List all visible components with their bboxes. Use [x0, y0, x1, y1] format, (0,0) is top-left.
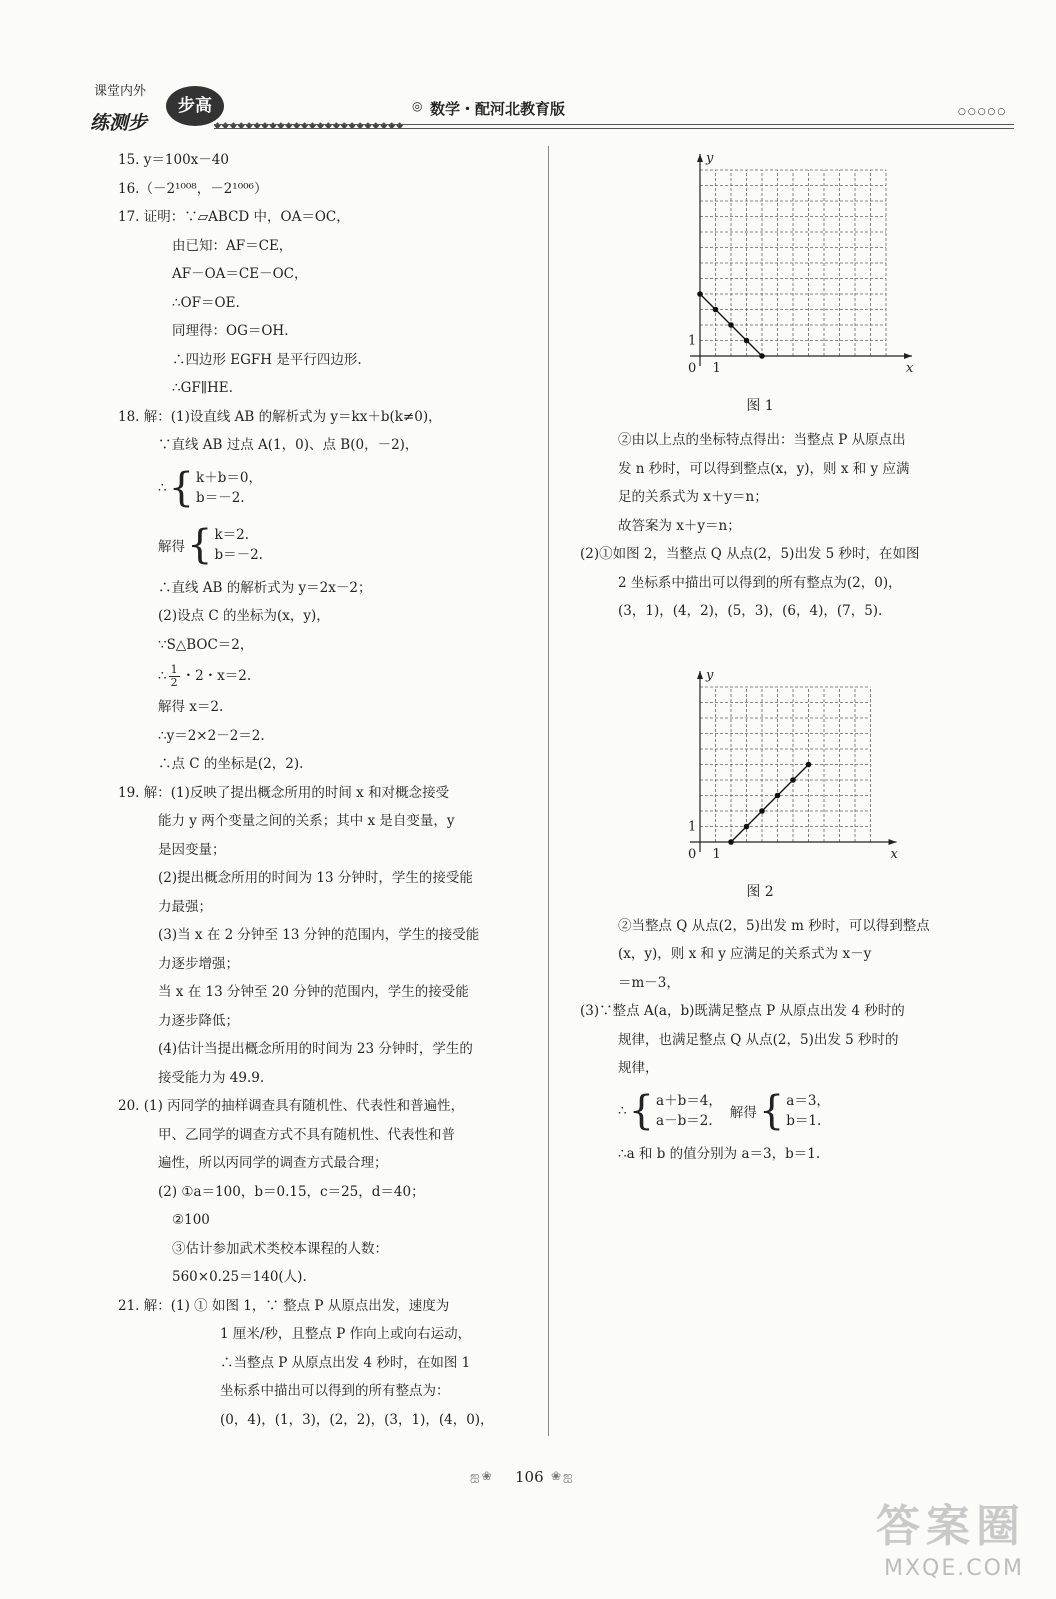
answer-20-line: ③估计参加武术类校本课程的人数：	[172, 1240, 388, 1257]
y-tick-label: 1	[688, 333, 697, 349]
answer-21-line: 规律，	[618, 1060, 659, 1076]
brand-subtitle: 课堂内外	[94, 84, 147, 99]
x-axis-label: x	[890, 846, 898, 862]
data-point	[759, 808, 765, 814]
answer-21-line: ②当整点 Q 从点(2，5)出发 m 秒时，可以得到整点	[618, 917, 930, 934]
footer-decoration: ❀ஐ	[551, 1469, 575, 1483]
figure-2-plot	[666, 632, 926, 872]
answer-18-line: ∴点 C 的坐标是(2，2).	[158, 756, 304, 772]
right-column	[580, 146, 980, 1168]
answer-18-fraction-line	[118, 659, 538, 693]
answer-20-line: 20. (1) 丙同学的抽样调查具有随机性、代表性和普遍性，	[118, 1098, 465, 1114]
answer-21-line: (0，4)，(1，3)，(2，2)，(3，1)，(4，0)，	[220, 1411, 494, 1428]
y-axis-arrow-icon	[697, 154, 703, 162]
equation-system	[580, 1083, 980, 1140]
data-point	[744, 338, 750, 344]
equation: a＝3，	[786, 1093, 830, 1109]
answer-19-line: 能力 y 两个变量之间的关系；其中 x 是自变量，y	[158, 813, 455, 829]
answer-18-line: ∵直线 AB 过点 A(1，0)、点 B(0，－2)，	[158, 437, 419, 453]
page-title: 数学・配河北教育版	[430, 100, 566, 118]
watermark-url: MXQE.COM	[884, 1556, 1024, 1581]
answer-17-line: ∴OF＝OE.	[172, 294, 240, 311]
data-point	[775, 792, 781, 798]
therefore-symbol: ∴	[158, 480, 167, 496]
data-point	[697, 291, 703, 297]
solve-label: 解得	[158, 539, 185, 555]
page-number: 106	[515, 1468, 544, 1486]
figure-2	[666, 632, 926, 872]
answer-18-line: ∴直线 AB 的解析式为 y＝2x－2；	[158, 579, 372, 596]
page-header	[0, 0, 1056, 140]
x-axis-arrow-icon	[889, 839, 897, 845]
final-answer: ∴a 和 b 的值分别为 a＝3，b＝1.	[618, 1145, 821, 1162]
answer-21-line: (3，1)，(4，2)，(5，3)，(6，4)，(7，5).	[618, 603, 883, 619]
answer-19-line: (4)估计当提出概念所用的时间为 23 分钟时，学生的	[158, 1041, 473, 1057]
data-point	[790, 777, 796, 783]
figure-1	[666, 146, 926, 386]
data-point	[728, 839, 734, 845]
answer-20-line: 甲、乙同学的调查方式不具有随机性、代表性和普	[158, 1126, 455, 1143]
answer-21-line: 2 坐标系中描出可以得到的所有整点为(2，0)，	[618, 574, 902, 591]
brace-icon: {	[168, 465, 195, 511]
brace-icon: {	[628, 1088, 655, 1134]
answer-18-line: (2)设点 C 的坐标为(x，y)，	[158, 608, 330, 624]
answer-19-line: 力最强；	[158, 898, 212, 915]
answer-20-line: ②100	[172, 1212, 210, 1228]
answer-21-line: ②由以上点的坐标特点得出：当整点 P 从原点出	[618, 432, 906, 448]
origin-label: 0	[688, 846, 697, 862]
column-divider	[548, 146, 549, 1436]
answer-17-line: ∴四边形 EGFH 是平行四边形.	[172, 351, 362, 368]
answer-21-line: (2)①如图 2，当整点 Q 从点(2，5)出发 5 秒时，在如图	[580, 546, 920, 562]
answer-17-line: ∴GF∥HE.	[172, 380, 233, 396]
answer-17-line: 17. 证明：∵▱ABCD 中，OA＝OC，	[118, 209, 350, 225]
data-point	[806, 761, 812, 767]
answer-21-line: 21. 解：(1) ① 如图 1，∵ 整点 P 从原点出发，速度为	[118, 1297, 450, 1314]
answer-15: 15. y＝100x－40	[118, 152, 229, 168]
answer-17-line: AF－OA＝CE－OC，	[172, 266, 308, 282]
answer-19-line: 力逐步降低；	[158, 1012, 239, 1029]
data-point	[744, 823, 750, 829]
answer-21-line: 故答案为 x＋y＝n；	[618, 517, 741, 534]
watermark-logo: 答案圈	[876, 1501, 1026, 1552]
answer-19-line: 是因变量；	[158, 841, 226, 858]
figure-1-caption: 图 1	[746, 398, 774, 414]
answer-20-line: 遍性，所以丙同学的调查方式最合理；	[158, 1155, 388, 1171]
data-point	[713, 307, 719, 313]
answer-18-line: 解得 x＝2.	[158, 699, 224, 715]
y-tick-label: 1	[688, 819, 697, 834]
answer-19-line: 当 x 在 13 分钟至 20 分钟的范围内，学生的接受能	[158, 984, 469, 1000]
answer-18-line: 18. 解：(1)设直线 AB 的解析式为 y＝kx＋b(k≠0)，	[118, 408, 442, 425]
fraction-numerator: 1	[170, 663, 178, 676]
equation: k＋b＝0，	[196, 470, 262, 486]
equation: k＝2.	[214, 527, 250, 543]
x-tick-label: 1	[712, 846, 721, 862]
brace-icon: {	[758, 1088, 785, 1134]
answer-21-line: ∴当整点 P 从原点出发 4 秒时，在如图 1	[220, 1354, 471, 1371]
equation: a－b＝2.	[656, 1113, 713, 1129]
answer-21-line: 规律，也满足整点 Q 从点(2，5)出发 5 秒时的	[618, 1031, 899, 1048]
answer-21-line: 坐标系中描出可以得到的所有整点为：	[220, 1383, 450, 1399]
answer-18-line: ∵S△BOC＝2，	[158, 636, 254, 653]
answer-21-line: (x，y)，则 x 和 y 应满足的关系式为 x－y	[618, 946, 872, 962]
x-axis-label: x	[906, 361, 914, 376]
equation-system	[118, 460, 538, 517]
figure-2-caption: 图 2	[746, 883, 774, 900]
answer-19-line: (3)当 x 在 2 分钟至 13 分钟的范围内，学生的接受能	[158, 927, 480, 943]
answer-20-line: (2) ①a＝100，b＝0.15，c＝25，d＝40；	[158, 1183, 425, 1200]
origin-label: 0	[688, 361, 697, 376]
title-mark-icon: ◎	[412, 99, 423, 113]
data-point	[759, 353, 765, 359]
answer-21-line: 发 n 秒时，可以得到整点(x，y)，则 x 和 y 应满	[618, 460, 910, 477]
brand-name: 练测步	[90, 112, 148, 134]
equation-system	[118, 517, 538, 574]
fraction	[169, 664, 180, 689]
answer-21-line: 足的关系式为 x＋y＝n；	[618, 489, 768, 505]
answer-17-line: 同理得：OG＝OH.	[172, 323, 289, 339]
brand-logo: 步高	[166, 86, 224, 126]
therefore-symbol: ∴	[158, 668, 167, 684]
fraction-denominator: 2	[170, 676, 178, 689]
answer-19-line: 19. 解：(1)反映了提出概念所用的时间 x 和对概念接受	[118, 784, 450, 801]
answer-19-line: 力逐步增强；	[158, 955, 239, 972]
answer-16: 16.（－2¹⁰⁰⁸，－2¹⁰⁰⁶）	[118, 180, 268, 197]
equation: b＝－2.	[214, 547, 263, 563]
equation: a＋b＝4，	[656, 1093, 722, 1109]
figure-1-plot	[666, 146, 926, 386]
brace-icon: {	[187, 522, 213, 568]
therefore-symbol: ∴	[618, 1103, 627, 1119]
answer-21-line: 1 厘米/秒，且整点 P 作向上或向右运动，	[220, 1326, 472, 1342]
equation: b＝1.	[786, 1113, 822, 1129]
header-decoration: ◆◆◆◆◆◆◆◆◆◆◆◆◆◆◆◆◆◆◆◆◆◆◆◆	[214, 121, 405, 131]
answer-21-line: (3)∵整点 A(a，b)既满足整点 P 从原点出发 4 秒时的	[580, 1003, 905, 1019]
footer-decoration: ஐ❀	[470, 1469, 494, 1483]
solve-label: 解得	[729, 1105, 757, 1121]
answer-20-line: 560×0.25＝140(人).	[172, 1269, 307, 1285]
y-axis-label: y	[706, 151, 714, 166]
left-column	[118, 146, 538, 1434]
data-point	[728, 322, 734, 328]
header-rule	[214, 124, 1014, 129]
answer-17-line: 由已知：AF＝CE，	[172, 237, 293, 254]
answer-18-line: ∴y＝2×2－2＝2.	[158, 727, 265, 744]
equation: b＝－2.	[196, 490, 245, 506]
header-dots: ○○○○○	[958, 107, 1008, 117]
answer-19-line: (2)提出概念所用的时间为 13 分钟时，学生的接受能	[158, 870, 473, 886]
series-line	[731, 764, 809, 842]
answer-21-line: ＝m－3，	[618, 974, 680, 991]
fraction-suffix: ・2・x＝2.	[181, 668, 252, 684]
answer-19-line: 接受能力为 49.9.	[158, 1069, 265, 1086]
x-tick-label: 1	[712, 361, 721, 376]
y-axis-arrow-icon	[697, 671, 703, 679]
y-axis-label: y	[706, 667, 714, 683]
x-axis-arrow-icon	[904, 353, 912, 359]
